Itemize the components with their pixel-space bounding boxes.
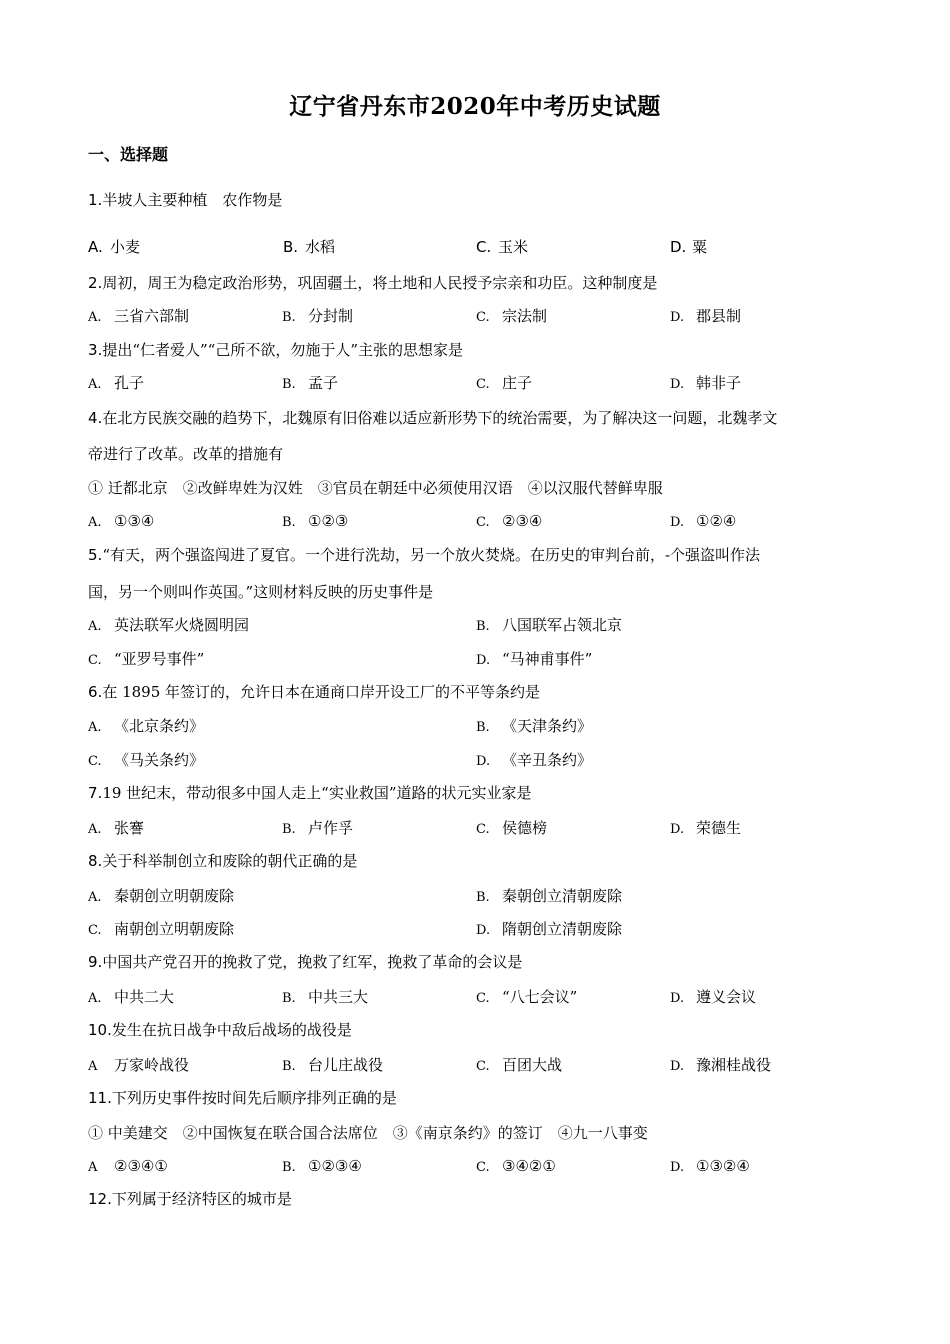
option-b: B. 台儿庄战役 [282,1056,384,1074]
question-number: 5. [88,546,103,564]
option-a: A. 孔子 [88,374,145,392]
option-a: A. 秦朝创立明朝废除 [88,887,235,905]
question-12 [88,1189,292,1209]
option-c: C. “八七会议” [476,988,578,1006]
option-c: C. 宗法制 [476,307,548,325]
option-d: D. “马神甫事件” [476,650,593,668]
question-3 [88,340,463,360]
page-title: 辽宁省丹东市2020年中考历史试题 [289,93,661,120]
option-b: B. 《天津条约》 [476,717,593,735]
option-a: A. 三省六部制 [88,307,190,325]
option-a: A 万家岭战役 [88,1056,190,1074]
question-number: 2. [88,274,103,292]
question-1 [88,190,282,210]
question-4 [88,408,777,428]
question-items: ① 中美建交 ②中国恢复在联合国合法席位 ③《南京条约》的签订 ④九一八事变 [88,1124,648,1142]
question-text-cont: 国，另一个则叫作英国。”这则材料反映的历史事件是 [88,583,434,601]
option-c: C. ②③④ [476,512,543,530]
question-number: 12. [88,1190,112,1208]
option-c: C. ③④②① [476,1157,556,1175]
question-10 [88,1020,352,1040]
option-d: D. 豫湘桂战役 [670,1056,772,1074]
question-text: 周初，周王为稳定政治形势，巩固疆土，将土地和人民授予宗亲和功臣。这种制度是 [102,274,658,292]
question-items: ① 迁都北京 ②改鲜卑姓为汉姓 ③官员在朝廷中必须使用汉语 ④以汉服代替鲜卑服 [88,479,663,497]
option-c: C. 南朝创立明朝废除 [88,920,235,938]
question-text: 在北方民族交融的趋势下，北魏原有旧俗难以适应新形势下的统治需要，为了解决这一问题，北魏孝文 [102,409,778,427]
option-b: B. 卢作孚 [282,819,354,837]
option-b: B. 八国联军占领北京 [476,616,623,634]
option-d: D. 遵义会议 [670,988,757,1006]
question-text: 中国共产党召开的挽救了党，挽救了红军，挽救了革命的会议是 [102,953,523,971]
question-number: 4. [88,409,103,427]
question-11 [88,1088,397,1108]
option-c: C. 《马关条约》 [88,751,205,769]
question-text-cont: 帝进行了改革。改革的措施有 [88,445,284,463]
question-text: “有天，两个强盗闯进了夏官。一个进行洗劫，另一个放火焚烧。在历史的审判台前，-个强盗叫作法 [102,546,761,564]
question-number: 7. [88,784,103,802]
option-c: C. 庄子 [476,374,533,392]
option-a: A. ①③④ [88,512,155,530]
question-number: 9. [88,953,103,971]
section-heading: 一、选择题 [88,145,169,164]
question-text: 下列历史事件按时间先后顺序排列正确的是 [111,1089,397,1107]
option-d: D. 隋朝创立清朝废除 [476,920,623,938]
option-b: B. 分封制 [282,307,354,325]
question-2 [88,273,657,293]
question-6 [88,682,540,702]
option-a: A. 《北京条约》 [88,717,205,735]
question-text: 19 世纪末，带动很多中国人走上“实业救国”道路的状元实业家是 [102,784,532,802]
option-b: B. ①②③④ [282,1157,362,1175]
option-b: B. 孟子 [282,374,339,392]
option-c: C. 侯德榜 [476,819,548,837]
option-b: B. 中共三大 [282,988,369,1006]
question-text: 半坡人主要种植 农作物是 [102,191,283,209]
question-text: 关于科举制创立和废除的朝代正确的是 [102,852,358,870]
option-a: A ②③④① [88,1157,168,1175]
question-8 [88,851,357,871]
option-d: D. 粟 [670,238,708,256]
question-text: 在 1895 年签订的，允许日本在通商口岸开设工厂的不平等条约是 [102,683,541,701]
option-b: B. 水稻 [283,238,336,256]
question-number: 8. [88,852,103,870]
option-d: D. 荣德生 [670,819,742,837]
option-b: B. ①②③ [282,512,349,530]
option-a: A. 小麦 [88,238,141,256]
question-5 [88,545,760,565]
option-c: C. 百团大战 [476,1056,563,1074]
option-b: B. 秦朝创立清朝废除 [476,887,623,905]
option-c: C. 玉米 [476,238,529,256]
option-a: A. 中共二大 [88,988,175,1006]
question-number: 11. [88,1089,112,1107]
option-a: A. 英法联军火烧圆明园 [88,616,250,634]
question-number: 10. [88,1021,112,1039]
option-d: D. 郡县制 [670,307,742,325]
option-d: D. ①③②④ [670,1157,750,1175]
question-number: 6. [88,683,103,701]
question-text: 提出“仁者爱人”“己所不欲，勿施于人”主张的思想家是 [102,341,463,359]
question-7 [88,783,532,803]
question-text: 下列属于经济特区的城市是 [111,1190,292,1208]
option-d: D. ①②④ [670,512,737,530]
option-d: D. 韩非子 [670,374,742,392]
option-c: C. “亚罗号事件” [88,650,205,668]
question-number: 1. [88,191,103,209]
option-d: D. 《辛丑条约》 [476,751,593,769]
question-number: 3. [88,341,103,359]
question-text: 发生在抗日战争中敌后战场的战役是 [111,1021,352,1039]
question-9 [88,952,522,972]
option-a: A. 张謇 [88,819,145,837]
